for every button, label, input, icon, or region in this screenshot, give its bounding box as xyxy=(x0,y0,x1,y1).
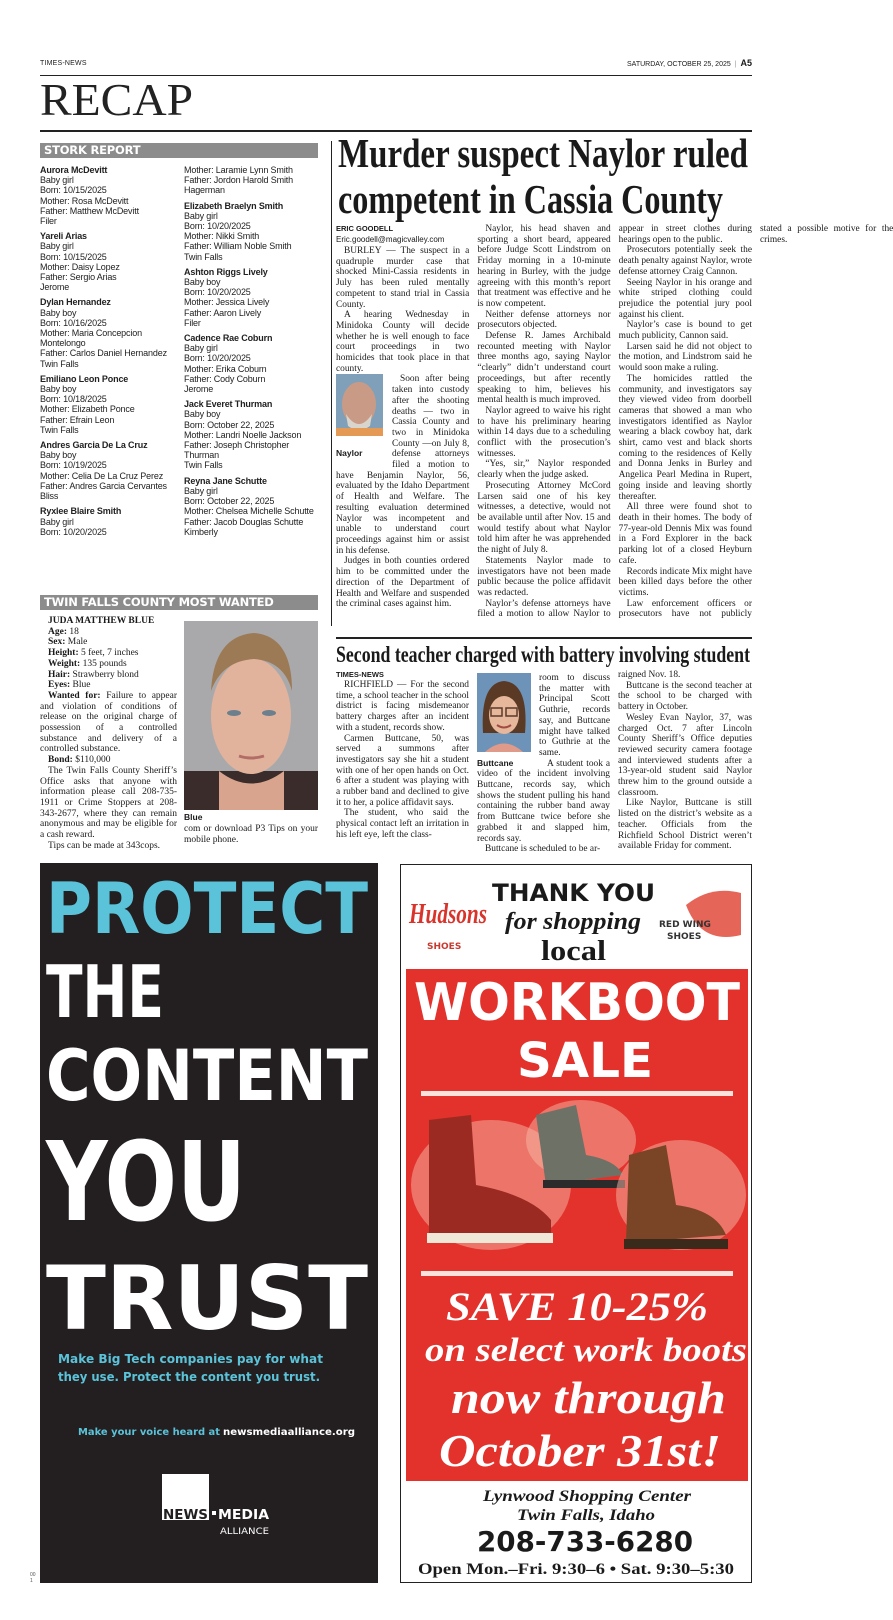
stork-line: Baby boy xyxy=(184,409,221,420)
stork-line: Father: Aaron Lively xyxy=(184,307,262,318)
paragraph: The homicides rattled the community, and investigators say they viewed video from doorbell cameras that showed a man who investigators identified as Naylor wearing a black cowboy hat, dark shirt, camo vest and black shorts coming to the residences of Kelly and Donna Jenks in Burley and Angelica Pearl Medina in Rupert, going inside and leaving shortly thereafter. xyxy=(618,373,752,502)
naylor-photo-caption: Naylor xyxy=(336,448,363,459)
hudsons-ad-art xyxy=(401,865,751,1582)
stork-line: Baby girl xyxy=(184,343,218,354)
stork-line: Mother: Daisy Lopez xyxy=(40,261,120,272)
field-label: Weight: xyxy=(48,658,81,669)
red-wing-logo xyxy=(659,891,741,942)
stork-report-header: STORK REPORT xyxy=(40,143,318,158)
page-slug: 00 1 xyxy=(30,1572,36,1584)
nma-ad-art xyxy=(40,863,378,1583)
stork-line: Mother: Landri Noelle Jackson xyxy=(184,429,302,440)
ad-local: local xyxy=(541,936,607,967)
stork-entry xyxy=(40,297,178,368)
field-value: Blue xyxy=(72,680,91,691)
stork-line: Twin Falls xyxy=(40,424,79,435)
nma-logo-alliance: ALLIANCE xyxy=(220,1527,270,1537)
field-label: Age: xyxy=(48,626,67,637)
stork-line: Mother: Rosa McDevitt xyxy=(40,195,129,206)
stork-line: Cadence Rae Coburn xyxy=(184,333,273,344)
stork-line: Mother: Elizabeth Ponce xyxy=(40,404,135,415)
paragraph: Statements Naylor made to investigators have not been made public because the police affidavit was redacted. xyxy=(477,555,611,598)
stork-line: Elizabeth Braelyn Smith xyxy=(184,200,284,211)
paragraph: Neither defense attorneys nor prosecutors objected. xyxy=(477,309,611,331)
stork-line: Father: Jordon Harold Smith xyxy=(184,175,293,186)
issue-date: SATURDAY, OCTOBER 25, 2025 xyxy=(627,61,731,68)
paragraph: Prosecuting Attorney McCord Larsen said one of his key witnesses, a detective, would not be available until after Nov. 15 and would testify about what Naylor told him after he was apprehended the night of July 8. xyxy=(477,480,611,556)
wanted-field xyxy=(40,648,177,659)
field-label: Height: xyxy=(48,648,79,659)
paragraph: Soon after being taken into custody after the shooting deaths — two in Cassia County and two in Minidoka County —on July 8, defense attorneys filed a motion to have Benjamin Naylor, 56, evaluated by the Idaho Department of Health and Welfare. The resulting evaluation determined Naylor was incompetent and unable to understand court proceedings against him or assist in his defense. xyxy=(336,374,470,556)
most-wanted-text xyxy=(40,616,177,851)
teacher-photo xyxy=(477,673,531,752)
paragraph: Prosecutors potentially seek the death penalty against Naylor, wrote defense attorney Craig Cannon. xyxy=(618,245,752,277)
stork-line: Mother: Celia De La Cruz Perez xyxy=(40,470,164,481)
naylor-photo xyxy=(336,374,383,436)
suspect-photo xyxy=(184,621,318,810)
stork-line: Born: 10/20/2025 xyxy=(184,353,251,364)
nma-ad[interactable] xyxy=(40,863,378,1583)
wanted-for-paragraph xyxy=(40,691,177,755)
stork-line: Born: 10/20/2025 xyxy=(184,287,251,298)
paragraph: Naylor agreed to waive his right to have his preliminary hearing within 14 days due to a scheduling conflict with the prosecution’s witnesses. xyxy=(477,405,611,459)
ad-headline-line: TRUST xyxy=(46,1247,368,1350)
field-label: Sex: xyxy=(48,637,66,648)
stork-line: Hagerman xyxy=(184,185,225,196)
stork-line: Twin Falls xyxy=(40,358,79,369)
stork-line: Baby girl xyxy=(40,175,74,186)
paragraph: “Yes, sir,” Naylor responded clearly when the judge asked. xyxy=(477,459,611,481)
article-divider xyxy=(331,141,332,626)
stork-line: Filer xyxy=(40,216,57,227)
stork-line: Baby boy xyxy=(40,450,77,461)
stork-line: Mother: Erika Coburn xyxy=(184,363,267,374)
stork-column-2 xyxy=(184,165,318,542)
stork-line: Mother: Jessica Lively xyxy=(184,297,270,308)
stork-line: Born: 10/15/2025 xyxy=(40,251,107,262)
ad-save: on select work boots xyxy=(425,1332,747,1369)
ad-sale: SALE xyxy=(517,1033,653,1089)
dateline-separator: | xyxy=(734,61,737,68)
field-value: 5 feet, 7 inches xyxy=(80,648,139,659)
stork-line: Mother: Maria Concepcion Montelongo xyxy=(40,328,142,349)
stork-entry xyxy=(40,506,178,537)
stork-line: Dylan Hernandez xyxy=(40,297,111,308)
stork-line: Born: October 22, 2025 xyxy=(184,496,275,507)
ad-address: Twin Falls, Idaho xyxy=(517,1507,655,1524)
stork-line: Born: 10/18/2025 xyxy=(40,394,107,405)
paragraph: room to discuss the matter with Principal Scott Guthrie, records say, and Buttcane might have talked to Guthrie at the same. xyxy=(539,673,610,758)
wanted-field xyxy=(40,637,177,648)
most-wanted-header: TWIN FALLS COUNTY MOST WANTED xyxy=(40,595,318,610)
ad-save: now through xyxy=(451,1372,726,1423)
stork-line: Baby girl xyxy=(184,210,218,221)
ad-tagline: they use. Protect the content you trust. xyxy=(58,1369,320,1384)
paragraph: Naylor’s case is bound to get much publicity, Cannon said. xyxy=(618,320,752,342)
paragraph: A hearing Wednesday in Minidoka County will decide whether he is well enough to face court proceedings in two homicides that took place in that county. xyxy=(336,310,470,374)
wanted-field xyxy=(40,627,177,638)
stork-line: Baby boy xyxy=(40,384,77,395)
stork-entry xyxy=(40,374,178,435)
headline-line-1: Murder suspect Naylor ruled xyxy=(338,130,749,176)
ad-save: SAVE 10-25% xyxy=(446,1284,708,1329)
paragraph: BURLEY — The suspect in a quadruple murder case that shocked Mini-Cassia residents in July has been ruled mentally competent to stand trial in Cassia County. xyxy=(336,246,470,310)
paragraph: All three were found shot to death in their homes. The body of 77-year-old Dennis Mix was found in a Ford Explorer in the back parking lot of a closed Heyburn cafe. xyxy=(618,502,752,566)
headline-line-2: competent in Cassia County xyxy=(338,176,724,222)
paragraph: raigned Nov. 18. xyxy=(618,670,681,680)
teacher-photo-caption: Buttcane xyxy=(477,757,514,768)
hudsons-logo xyxy=(408,899,487,952)
stork-line: Father: Jacob Douglas Schutte xyxy=(184,516,304,527)
stork-line: Father: Andres Garcia Cervantes xyxy=(40,480,167,491)
stork-entry xyxy=(184,201,318,262)
paragraph: Law enforcement officers or prosecutors have not publicly stated a possible motive for the crimes. xyxy=(618,224,893,620)
stork-entry xyxy=(184,476,318,537)
wanted-tips-a: Tips can be made at 343cops. xyxy=(48,840,161,851)
wanted-field xyxy=(40,670,177,681)
wanted-tips-b: com or download P3 Tips on your mobile phone. xyxy=(184,824,318,845)
wanted-info: The Twin Falls County Sheriff’s Office asks that anyone with information please call 208-735-1911 or Crime Stoppers at 208-343-2677, where they can remain anonymous and may be eligible for a cash reward. xyxy=(40,765,177,841)
paragraph: Like Naylor, Buttcane is still listed on the district’s website as a teacher. Officials from the Richfield School District weren’t available Friday for comment. xyxy=(618,798,752,852)
stork-entry xyxy=(40,231,178,292)
wanted-fields xyxy=(40,627,177,691)
wanted-for: Failure to appear and violation of conditions of release on the original charge of possession of a controlled substance and delivery of a controlled substance. xyxy=(40,690,178,755)
field-value: 18 xyxy=(69,626,79,637)
wanted-name: JUDA MATTHEW BLUE xyxy=(48,616,155,626)
stork-entry xyxy=(184,267,318,328)
stork-line: Father: William Noble Smith xyxy=(184,241,292,252)
wanted-field xyxy=(40,659,177,670)
field-value: 135 pounds xyxy=(82,658,127,669)
bond-paragraph xyxy=(40,755,177,766)
ad-headline-line: CONTENT xyxy=(46,1035,369,1117)
stork-line: Yareli Arias xyxy=(40,231,87,242)
ad-for-shopping: for shopping xyxy=(505,909,641,935)
stork-line: Born: 10/20/2025 xyxy=(40,526,107,537)
wanted-field xyxy=(40,680,177,691)
stork-entry xyxy=(40,440,178,501)
red-wing-logo-sub: SHOES xyxy=(667,932,702,942)
stork-entry xyxy=(184,399,318,470)
stork-line: Jerome xyxy=(40,282,70,293)
suspect-naylor-photo-block xyxy=(336,374,388,458)
stork-line: Born: October 22, 2025 xyxy=(184,419,275,430)
paragraph: Defense R. James Archibald recounted meeting with Naylor three months ago, saying Naylor “clearly” didn’t understand court proceedings, but after recently speaking to him, believes his mental health is much improved. xyxy=(477,331,611,406)
paragraph: Naylor, his head shaven and sporting a short beard, appeared before Judge Scott Lindstrom on Friday morning in a 10-minute hearing in Burley, with the judge agreeing with this month’s report that treatment was effective and he is now competent. xyxy=(477,224,611,309)
ad-url[interactable]: newsmediaalliance.org xyxy=(223,1427,355,1438)
ad-thank-you: THANK YOU xyxy=(492,879,655,907)
divider-stripe xyxy=(421,1091,733,1096)
article2-column-1 xyxy=(336,670,469,850)
field-value: Male xyxy=(67,637,88,648)
stork-line: Born: 10/19/2025 xyxy=(40,460,107,471)
stork-line: Filer xyxy=(184,317,201,328)
hudsons-ad[interactable] xyxy=(400,864,752,1583)
ad-headline-line: PROTECT xyxy=(46,868,369,950)
red-wing-logo-text: RED WING xyxy=(659,920,711,930)
stork-line: Andres Garcia De La Cruz xyxy=(40,440,148,451)
paragraph: A student took a video of the incident involving Buttcane, records say, which shows the student pulling his hand containing the rubber band away from Buttcane twice before she grabbed it and slapped him, records say. xyxy=(477,758,610,844)
stork-line: Bliss xyxy=(40,491,59,502)
stork-line: Father: Carlos Daniel Hernandez xyxy=(40,348,167,359)
stork-entry xyxy=(40,165,178,226)
article1-email[interactable]: Eric.goodell@magicvalley.com xyxy=(336,235,445,244)
paragraph: Buttcane is the second teacher at the school to be charged with battery in October. xyxy=(618,680,752,713)
stork-line: Twin Falls xyxy=(184,460,223,471)
suspect-photo-caption: Blue xyxy=(184,812,203,822)
field-label: Eyes: xyxy=(48,680,71,691)
stork-line: Emiliano Leon Ponce xyxy=(40,373,129,384)
article2-author: TIMES-NEWS xyxy=(336,670,384,679)
nma-logo-media: MEDIA xyxy=(218,1508,269,1523)
article2-column-2 xyxy=(477,673,610,855)
field-value: Strawberry blond xyxy=(72,669,139,680)
paragraph: Wesley Evan Naylor, 37, was charged Oct. 7 after Lincoln County Sheriff’s Office deputies reviewed security camera footage and interviewed students after a 13-year-old student said Naylor threw him to the ground outside a classroom. xyxy=(618,712,752,798)
hudsons-logo-text: Hudsons xyxy=(408,899,488,930)
paragraph: The student, who said the physical contact left an irritation in his left eye, left the class- xyxy=(336,808,469,840)
wanted-for-label: Wanted for: xyxy=(48,690,101,701)
paper-name: TIMES-NEWS xyxy=(40,60,87,67)
stork-line: Mother: Chelsea Michelle Schutte xyxy=(184,506,314,517)
stork-line: Twin Falls xyxy=(184,251,223,262)
stork-line: Mother: Nikki Smith xyxy=(184,231,260,242)
section-title-text: RECAP xyxy=(40,74,193,125)
nma-logo-news: NEWS xyxy=(163,1508,208,1523)
stork-line: Baby boy xyxy=(184,277,221,288)
stork-line: Father: Matthew McDevitt xyxy=(40,205,139,216)
stork-line: Born: 10/15/2025 xyxy=(40,185,107,196)
ad-headline-line: THE xyxy=(46,950,164,1034)
article2-headline xyxy=(336,641,752,667)
stork-line: Jerome xyxy=(184,384,214,395)
stork-line: Father: Joseph Christopher Thurman xyxy=(184,440,290,461)
paragraph: Larsen said he did not object to the motion, and Lindstrom said he would soon make a ruling. xyxy=(618,341,752,374)
ad-save: October 31st! xyxy=(439,1425,721,1476)
stork-line: Baby girl xyxy=(40,516,74,527)
article2-headline-text: Second teacher charged with battery involving student xyxy=(336,642,751,667)
page-dateline xyxy=(627,58,752,70)
stork-line: Baby girl xyxy=(184,485,218,496)
paragraph: Seeing Naylor in his orange and white striped clothing could prejudice the potential jury pool against his client. xyxy=(618,277,752,320)
stork-line: Born: 10/20/2025 xyxy=(184,221,251,232)
stork-line: Baby girl xyxy=(40,241,74,252)
ad-cta: Make your voice heard at xyxy=(78,1427,221,1438)
stork-entry xyxy=(184,333,318,394)
divider-stripe xyxy=(421,1271,733,1276)
paragraph: RICHFIELD — For the second time, a school teacher in the school district is facing misdemeanor battery charges after an incident with a student, records show. xyxy=(336,680,469,733)
article2-rule xyxy=(336,637,752,639)
stork-line: Jack Everet Thurman xyxy=(184,399,273,410)
paragraph: Carmen Buttcane, 50, was served a summons after investigators say she hit a student with one of her open hands on Oct. 6 after a student was playing with a rubber band and declined to give it to her, a police affidavit says. xyxy=(336,733,469,808)
ad-address: Lynwood Shopping Center xyxy=(481,1488,692,1505)
stork-line: Baby boy xyxy=(40,307,77,318)
bond-label: Bond: xyxy=(48,755,73,766)
paragraph: Records indicate Mix might have been killed days before the other victims. xyxy=(618,566,752,598)
hudsons-logo-sub: SHOES xyxy=(427,942,462,952)
nma-logo-dot xyxy=(212,1511,216,1515)
stork-line: Father: Sergio Arias xyxy=(40,272,117,283)
stork-line: Reyna Jane Schutte xyxy=(184,475,267,486)
stork-line: Father: Cody Coburn xyxy=(184,373,266,384)
ad-workboot: WORKBOOT xyxy=(414,973,741,1033)
article1-headline xyxy=(336,132,752,223)
ad-hours: Open Mon.–Fri. 9:30–6 • Sat. 9:30–5:30 xyxy=(418,1561,734,1578)
bond-value: $110,000 xyxy=(75,755,111,766)
stork-line: Mother: Laramie Lynn Smith xyxy=(184,165,293,175)
stork-line: Born: 10/16/2025 xyxy=(40,317,107,328)
stork-column-1 xyxy=(40,165,178,542)
field-label: Hair: xyxy=(48,669,71,680)
page-number: A5 xyxy=(740,58,752,68)
paragraph: Judges in both counties ordered him to be committed under the direction of the Department of Health and Welfare and suspended the criminal cases against him. xyxy=(336,556,470,610)
article2-column-3 xyxy=(618,670,752,850)
stork-line: Ashton Riggs Lively xyxy=(184,266,268,277)
article1-author: ERIC GOODELL xyxy=(336,224,394,233)
paragraph: Buttcane is scheduled to be ar- xyxy=(485,844,601,855)
ad-headline-line: YOU xyxy=(44,1118,246,1246)
stork-entry xyxy=(184,165,318,196)
stork-line: Father: Efrain Leon xyxy=(40,414,115,425)
stork-line: Aurora McDevitt xyxy=(40,165,108,175)
paragraph: Naylor’s defense attorneys have filed a motion to allow Naylor to appear in street clothes during hearings open to the public. xyxy=(477,224,752,620)
stork-line: Ryxlee Blaire Smith xyxy=(40,506,122,517)
ad-phone[interactable]: 208-733-6280 xyxy=(477,1525,693,1558)
section-title xyxy=(40,74,200,126)
stork-line: Kimberly xyxy=(184,526,218,537)
teacher-photo-block xyxy=(477,673,535,768)
article1-body xyxy=(336,224,893,627)
ad-tagline: Make Big Tech companies pay for what xyxy=(58,1351,324,1366)
